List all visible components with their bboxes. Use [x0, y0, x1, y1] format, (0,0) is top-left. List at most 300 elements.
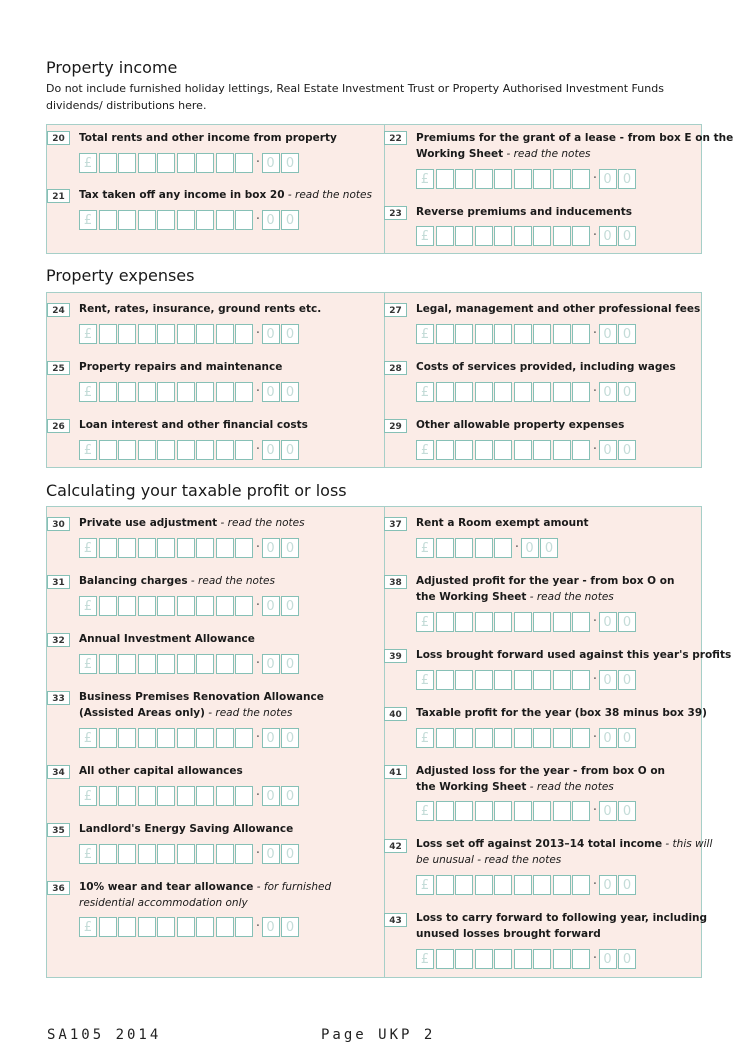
digit-cell[interactable] [533, 324, 551, 344]
digit-cell[interactable] [216, 153, 234, 173]
pence-cell[interactable]: 0 [281, 844, 299, 864]
digit-cell[interactable] [157, 538, 175, 558]
pound-cell[interactable]: £ [416, 440, 434, 460]
digit-cell[interactable] [118, 917, 136, 937]
digit-cell[interactable] [553, 612, 571, 632]
digit-cell[interactable] [235, 786, 253, 806]
digit-cell[interactable] [572, 670, 590, 690]
digit-cell[interactable] [177, 728, 195, 748]
box-36-amount-input[interactable] [79, 916, 301, 938]
digit-cell[interactable] [514, 949, 532, 969]
digit-cell[interactable] [455, 801, 473, 821]
digit-cell[interactable] [138, 596, 156, 616]
digit-cell[interactable] [99, 654, 117, 674]
digit-cell[interactable] [494, 612, 512, 632]
digit-cell[interactable] [196, 844, 214, 864]
digit-cell[interactable] [533, 382, 551, 402]
box-38-label: Adjusted profit for the year - from box O on the Working Sheet - read the notes [416, 575, 675, 603]
pence-cell[interactable]: 0 [281, 440, 299, 460]
pound-cell[interactable]: £ [416, 728, 434, 748]
digit-cell[interactable] [494, 875, 512, 895]
digit-cell[interactable] [494, 169, 512, 189]
pound-cell[interactable]: £ [416, 875, 434, 895]
pound-cell[interactable]: £ [416, 324, 434, 344]
digit-cell[interactable] [514, 875, 532, 895]
box-38-amount-input[interactable] [416, 611, 638, 633]
decimal-point: · [592, 171, 598, 186]
pound-cell[interactable]: £ [416, 226, 434, 246]
box-20-amount-input[interactable] [79, 152, 301, 174]
digit-cell[interactable] [216, 324, 234, 344]
digit-cell[interactable] [514, 226, 532, 246]
digit-cell[interactable] [572, 169, 590, 189]
box-22-amount-input[interactable] [416, 168, 638, 190]
digit-cell[interactable] [553, 169, 571, 189]
digit-cell[interactable] [475, 875, 493, 895]
digit-cell[interactable] [118, 382, 136, 402]
digit-cell[interactable] [157, 596, 175, 616]
digit-cell[interactable] [514, 169, 532, 189]
digit-cell[interactable] [118, 654, 136, 674]
box-31-amount-input[interactable] [79, 595, 301, 617]
digit-cell[interactable] [118, 324, 136, 344]
pound-cell[interactable]: £ [79, 654, 97, 674]
digit-cell[interactable] [572, 382, 590, 402]
digit-cell[interactable] [235, 596, 253, 616]
digit-cell[interactable] [514, 382, 532, 402]
box-43-amount-input[interactable] [416, 948, 638, 970]
digit-cell[interactable] [475, 612, 493, 632]
digit-cell[interactable] [99, 153, 117, 173]
pence-cell[interactable]: 0 [618, 440, 636, 460]
digit-cell[interactable] [157, 844, 175, 864]
pound-cell[interactable]: £ [79, 917, 97, 937]
digit-cell[interactable] [475, 382, 493, 402]
digit-cell[interactable] [235, 440, 253, 460]
digit-cell[interactable] [177, 596, 195, 616]
digit-cell[interactable] [436, 670, 454, 690]
pence-cell[interactable]: 0 [262, 844, 280, 864]
digit-cell[interactable] [196, 324, 214, 344]
pence-cell[interactable]: 0 [618, 670, 636, 690]
box-28-amount-input[interactable] [416, 381, 638, 403]
pence-cell[interactable]: 0 [281, 786, 299, 806]
digit-cell[interactable] [196, 382, 214, 402]
digit-cell[interactable] [216, 210, 234, 230]
digit-cell[interactable] [455, 612, 473, 632]
box-40-amount-input[interactable] [416, 727, 638, 749]
pound-cell[interactable]: £ [79, 786, 97, 806]
digit-cell[interactable] [196, 654, 214, 674]
digit-cell[interactable] [235, 324, 253, 344]
digit-cell[interactable] [157, 917, 175, 937]
digit-cell[interactable] [572, 226, 590, 246]
pence-cell[interactable]: 0 [618, 612, 636, 632]
digit-cell[interactable] [494, 382, 512, 402]
digit-cell[interactable] [99, 844, 117, 864]
box-29-amount-input[interactable] [416, 439, 638, 461]
digit-cell[interactable] [99, 596, 117, 616]
pound-cell[interactable]: £ [416, 169, 434, 189]
digit-cell[interactable] [99, 538, 117, 558]
pence-cell[interactable]: 0 [618, 801, 636, 821]
digit-cell[interactable] [436, 801, 454, 821]
digit-cell[interactable] [494, 949, 512, 969]
digit-cell[interactable] [99, 917, 117, 937]
digit-cell[interactable] [475, 949, 493, 969]
digit-cell[interactable] [436, 949, 454, 969]
box-39-label: Loss brought forward used against this year's profits [416, 649, 732, 661]
pence-cell[interactable]: 0 [599, 226, 617, 246]
pence-cell[interactable]: 0 [599, 949, 617, 969]
decimal-point: · [592, 877, 598, 892]
pound-cell[interactable]: £ [79, 440, 97, 460]
digit-cell[interactable] [514, 670, 532, 690]
digit-cell[interactable] [157, 654, 175, 674]
digit-cell[interactable] [475, 670, 493, 690]
box-35-amount-input[interactable] [79, 843, 301, 865]
digit-cell[interactable] [494, 670, 512, 690]
digit-cell[interactable] [533, 226, 551, 246]
pence-cell[interactable]: 0 [618, 728, 636, 748]
pound-cell[interactable]: £ [79, 728, 97, 748]
box-34-amount-input[interactable] [79, 785, 301, 807]
digit-cell[interactable] [118, 210, 136, 230]
digit-cell[interactable] [455, 538, 473, 558]
digit-cell[interactable] [99, 728, 117, 748]
digit-cell[interactable] [553, 324, 571, 344]
box-26-amount-input[interactable] [79, 439, 301, 461]
digit-cell[interactable] [553, 875, 571, 895]
box-number: 38 [384, 575, 407, 589]
box-number: 23 [384, 206, 407, 220]
digit-cell[interactable] [235, 654, 253, 674]
pound-cell[interactable]: £ [79, 538, 97, 558]
digit-cell[interactable] [436, 440, 454, 460]
digit-cell[interactable] [138, 153, 156, 173]
digit-cell[interactable] [475, 728, 493, 748]
digit-cell[interactable] [118, 844, 136, 864]
digit-cell[interactable] [553, 801, 571, 821]
digit-cell[interactable] [494, 801, 512, 821]
pence-cell[interactable]: 0 [262, 382, 280, 402]
digit-cell[interactable] [196, 728, 214, 748]
digit-cell[interactable] [494, 226, 512, 246]
digit-cell[interactable] [196, 786, 214, 806]
pound-cell[interactable]: £ [79, 844, 97, 864]
pence-cell[interactable]: 0 [618, 324, 636, 344]
digit-cell[interactable] [475, 169, 493, 189]
digit-cell[interactable] [436, 728, 454, 748]
digit-cell[interactable] [138, 440, 156, 460]
pence-cell[interactable]: 0 [281, 728, 299, 748]
box-41-amount-input[interactable] [416, 800, 638, 822]
digit-cell[interactable] [455, 382, 473, 402]
digit-cell[interactable] [436, 612, 454, 632]
pence-cell[interactable]: 0 [599, 324, 617, 344]
pence-cell[interactable]: 0 [618, 382, 636, 402]
digit-cell[interactable] [196, 917, 214, 937]
box-30-amount-input[interactable] [79, 537, 301, 559]
digit-cell[interactable] [572, 440, 590, 460]
digit-cell[interactable] [235, 210, 253, 230]
digit-cell[interactable] [216, 440, 234, 460]
digit-cell[interactable] [235, 917, 253, 937]
pence-cell[interactable]: 0 [281, 654, 299, 674]
digit-cell[interactable] [177, 654, 195, 674]
digit-cell[interactable] [572, 875, 590, 895]
digit-cell[interactable] [553, 440, 571, 460]
digit-cell[interactable] [177, 210, 195, 230]
digit-cell[interactable] [196, 153, 214, 173]
digit-cell[interactable] [455, 324, 473, 344]
decimal-point: · [592, 228, 598, 243]
digit-cell[interactable] [99, 440, 117, 460]
pence-cell[interactable]: 0 [281, 153, 299, 173]
digit-cell[interactable] [138, 324, 156, 344]
digit-cell[interactable] [475, 226, 493, 246]
digit-cell[interactable] [157, 382, 175, 402]
digit-cell[interactable] [138, 844, 156, 864]
digit-cell[interactable] [553, 670, 571, 690]
digit-cell[interactable] [118, 728, 136, 748]
pence-cell[interactable]: 0 [618, 875, 636, 895]
pound-cell[interactable]: £ [79, 324, 97, 344]
digit-cell[interactable] [455, 875, 473, 895]
box-21-amount-input[interactable] [79, 209, 301, 231]
digit-cell[interactable] [99, 382, 117, 402]
pence-cell[interactable]: 0 [618, 949, 636, 969]
digit-cell[interactable] [572, 324, 590, 344]
digit-cell[interactable] [196, 440, 214, 460]
pound-cell[interactable]: £ [416, 949, 434, 969]
digit-cell[interactable] [118, 596, 136, 616]
digit-cell[interactable] [216, 596, 234, 616]
digit-cell[interactable] [177, 844, 195, 864]
pence-cell[interactable]: 0 [281, 324, 299, 344]
pound-cell[interactable]: £ [416, 801, 434, 821]
digit-cell[interactable] [553, 728, 571, 748]
digit-cell[interactable] [533, 728, 551, 748]
digit-cell[interactable] [553, 949, 571, 969]
digit-cell[interactable] [436, 382, 454, 402]
pence-cell[interactable]: 0 [599, 801, 617, 821]
digit-cell[interactable] [157, 728, 175, 748]
digit-cell[interactable] [216, 786, 234, 806]
digit-cell[interactable] [235, 728, 253, 748]
digit-cell[interactable] [572, 728, 590, 748]
digit-cell[interactable] [99, 786, 117, 806]
digit-cell[interactable] [533, 612, 551, 632]
digit-cell[interactable] [514, 440, 532, 460]
pence-cell[interactable]: 0 [281, 538, 299, 558]
digit-cell[interactable] [196, 596, 214, 616]
digit-cell[interactable] [138, 210, 156, 230]
digit-cell[interactable] [157, 324, 175, 344]
box-37-amount-input[interactable] [416, 537, 560, 559]
pence-cell[interactable]: 0 [262, 917, 280, 937]
digit-cell[interactable] [475, 324, 493, 344]
digit-cell[interactable] [533, 169, 551, 189]
pence-cell[interactable]: 0 [599, 382, 617, 402]
box-24-amount-input[interactable] [79, 323, 301, 345]
property-income-panel [46, 124, 734, 254]
digit-cell[interactable] [138, 728, 156, 748]
digit-cell[interactable] [138, 917, 156, 937]
digit-cell[interactable] [177, 440, 195, 460]
pence-cell[interactable]: 0 [281, 382, 299, 402]
box-23-amount-input[interactable] [416, 225, 638, 247]
pence-cell[interactable]: 0 [599, 612, 617, 632]
pence-cell[interactable]: 0 [262, 654, 280, 674]
digit-cell[interactable] [533, 440, 551, 460]
pence-cell[interactable]: 0 [262, 210, 280, 230]
digit-cell[interactable] [455, 949, 473, 969]
digit-cell[interactable] [216, 728, 234, 748]
digit-cell[interactable] [455, 440, 473, 460]
digit-cell[interactable] [533, 875, 551, 895]
digit-cell[interactable] [455, 169, 473, 189]
digit-cell[interactable] [138, 538, 156, 558]
digit-cell[interactable] [514, 324, 532, 344]
digit-cell[interactable] [216, 382, 234, 402]
digit-cell[interactable] [455, 670, 473, 690]
pence-cell[interactable]: 0 [262, 153, 280, 173]
digit-cell[interactable] [157, 440, 175, 460]
pence-cell[interactable]: 0 [262, 728, 280, 748]
pence-cell[interactable]: 0 [599, 670, 617, 690]
digit-cell[interactable] [572, 801, 590, 821]
digit-cell[interactable] [436, 169, 454, 189]
pence-cell[interactable]: 0 [618, 226, 636, 246]
digit-cell[interactable] [118, 153, 136, 173]
pence-cell[interactable]: 0 [599, 728, 617, 748]
box-number: 30 [47, 517, 70, 531]
digit-cell[interactable] [436, 538, 454, 558]
box-27-amount-input[interactable] [416, 323, 638, 345]
digit-cell[interactable] [455, 226, 473, 246]
digit-cell[interactable] [177, 538, 195, 558]
digit-cell[interactable] [436, 226, 454, 246]
pound-cell[interactable]: £ [79, 210, 97, 230]
digit-cell[interactable] [216, 917, 234, 937]
box-32-amount-input[interactable] [79, 653, 301, 675]
digit-cell[interactable] [514, 801, 532, 821]
digit-cell[interactable] [572, 612, 590, 632]
digit-cell[interactable] [216, 844, 234, 864]
decimal-point: · [255, 212, 261, 227]
digit-cell[interactable] [514, 728, 532, 748]
pound-cell[interactable]: £ [416, 612, 434, 632]
digit-cell[interactable] [494, 440, 512, 460]
column-divider [384, 293, 385, 467]
digit-cell[interactable] [475, 801, 493, 821]
box-42-amount-input[interactable] [416, 874, 638, 896]
digit-cell[interactable] [235, 382, 253, 402]
box-22-label: Premiums for the grant of a lease - from box E on the Working Sheet - read the notes [416, 132, 734, 160]
box-31-label: Balancing charges - read the notes [79, 575, 275, 587]
box-39-amount-input[interactable] [416, 669, 638, 691]
pound-cell[interactable]: £ [416, 382, 434, 402]
digit-cell[interactable] [177, 917, 195, 937]
pence-cell[interactable]: 0 [599, 440, 617, 460]
box-21-label: Tax taken off any income in box 20 - read the notes [79, 189, 372, 201]
pence-cell[interactable]: 0 [521, 538, 539, 558]
pence-cell[interactable]: 0 [618, 169, 636, 189]
digit-cell[interactable] [157, 786, 175, 806]
digit-cell[interactable] [177, 382, 195, 402]
digit-cell[interactable] [235, 844, 253, 864]
pence-cell[interactable]: 0 [599, 875, 617, 895]
box-25-label: Property repairs and maintenance [79, 361, 283, 373]
pence-cell[interactable]: 0 [281, 596, 299, 616]
digit-cell[interactable] [533, 670, 551, 690]
digit-cell[interactable] [138, 654, 156, 674]
digit-cell[interactable] [118, 538, 136, 558]
box-25-amount-input[interactable] [79, 381, 301, 403]
pound-cell[interactable]: £ [416, 670, 434, 690]
digit-cell[interactable] [99, 210, 117, 230]
digit-cell[interactable] [494, 324, 512, 344]
box-33-amount-input[interactable] [79, 727, 301, 749]
digit-cell[interactable] [138, 786, 156, 806]
digit-cell[interactable] [216, 538, 234, 558]
digit-cell[interactable] [553, 226, 571, 246]
digit-cell[interactable] [177, 324, 195, 344]
digit-cell[interactable] [572, 949, 590, 969]
pence-cell[interactable]: 0 [262, 786, 280, 806]
pound-cell[interactable]: £ [79, 382, 97, 402]
digit-cell[interactable] [99, 324, 117, 344]
digit-cell[interactable] [553, 382, 571, 402]
pence-cell[interactable]: 0 [281, 917, 299, 937]
digit-cell[interactable] [475, 538, 493, 558]
digit-cell[interactable] [533, 949, 551, 969]
pence-cell[interactable]: 0 [281, 210, 299, 230]
digit-cell[interactable] [196, 538, 214, 558]
digit-cell[interactable] [177, 153, 195, 173]
digit-cell[interactable] [235, 153, 253, 173]
digit-cell[interactable] [157, 210, 175, 230]
digit-cell[interactable] [514, 612, 532, 632]
decimal-point: · [255, 326, 261, 341]
pound-cell[interactable]: £ [79, 596, 97, 616]
digit-cell[interactable] [533, 801, 551, 821]
pence-cell[interactable]: 0 [540, 538, 558, 558]
pound-cell[interactable]: £ [79, 153, 97, 173]
digit-cell[interactable] [455, 728, 473, 748]
digit-cell[interactable] [157, 153, 175, 173]
pound-cell[interactable]: £ [416, 538, 434, 558]
digit-cell[interactable] [177, 786, 195, 806]
digit-cell[interactable] [118, 786, 136, 806]
pence-cell[interactable]: 0 [262, 538, 280, 558]
pence-cell[interactable]: 0 [262, 440, 280, 460]
pence-cell[interactable]: 0 [262, 596, 280, 616]
digit-cell[interactable] [216, 654, 234, 674]
pence-cell[interactable]: 0 [599, 169, 617, 189]
digit-cell[interactable] [118, 440, 136, 460]
digit-cell[interactable] [494, 728, 512, 748]
digit-cell[interactable] [475, 440, 493, 460]
digit-cell[interactable] [235, 538, 253, 558]
digit-cell[interactable] [436, 875, 454, 895]
digit-cell[interactable] [138, 382, 156, 402]
digit-cell[interactable] [494, 538, 512, 558]
digit-cell[interactable] [196, 210, 214, 230]
pence-cell[interactable]: 0 [262, 324, 280, 344]
digit-cell[interactable] [436, 324, 454, 344]
